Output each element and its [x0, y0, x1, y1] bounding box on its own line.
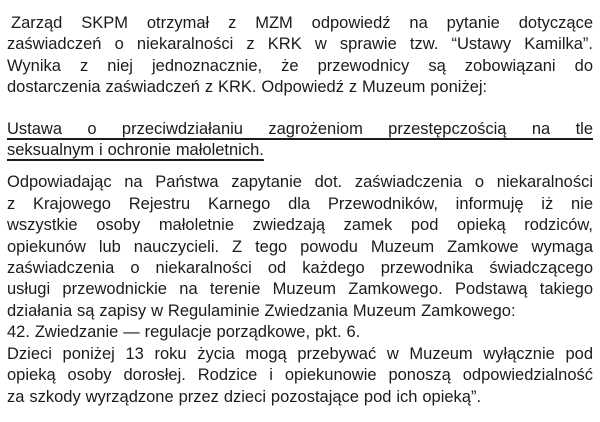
text-line: dostarczenia zaświadczeń z KRK. Odpowiedź z Muzeum poniżej:: [7, 78, 488, 97]
paragraph-law-heading: [7, 119, 593, 162]
law-title-line: Ustawa o przeciwdziałaniu zagrożeniom przestępczością na tle: [7, 119, 593, 138]
text-line: wszystkie osoby małoletnie zwiedzają zamek pod opieką rodziców,: [7, 216, 593, 235]
text-line: usługi przewodnickie na terenie Muzeum Zamkowego. Podstawą takiego: [7, 280, 593, 299]
law-title-line: seksualnym i ochronie małoletnich.: [7, 141, 264, 160]
text-line: działania są zapisy w Regulaminie Zwiedzania Muzeum Zamkowego:: [7, 301, 516, 320]
text-line: z Krajowego Rejestru Karnego dla Przewodników, informuję iż nie: [7, 194, 593, 213]
text-line: za szkody wyrządzone przez dzieci pozostające pod ich opieką”.: [7, 387, 482, 406]
text-line: zaświadczenia o niekaralności od każdego przewodnika świadczącego: [7, 259, 593, 278]
text-line: Odpowiadając na Państwa zapytanie dot. zaświadczenia o niekaralności: [7, 173, 593, 192]
text-line: Dzieci poniżej 13 roku życia mogą przebywać w Muzeum wyłącznie pod: [7, 344, 593, 363]
paragraph-intro: [7, 13, 593, 99]
text-line: Wynika z niej jednoznacznie, że przewodnicy są zobowiązani do: [7, 56, 593, 75]
text-line: opieką osoby dorosłej. Rodzice i opiekunowie ponoszą odpowiedzialność: [7, 366, 593, 385]
text-line: Zarząd SKPM otrzymał z MZM odpowiedź na pytanie dotyczące: [11, 14, 593, 32]
regulation-point-line: 42. Zwiedzanie — regulacje porządkowe, pkt. 6.: [7, 323, 361, 342]
text-line: opiekunów lub nauczycieli. Z tego powodu Muzeum Zamkowe wymaga: [7, 237, 593, 256]
text-line: zaświadczeń o niekaralności z KRK w sprawie tzw. “Ustawy Kamilka”.: [7, 35, 593, 54]
paragraph-museum-reply: [7, 172, 593, 407]
